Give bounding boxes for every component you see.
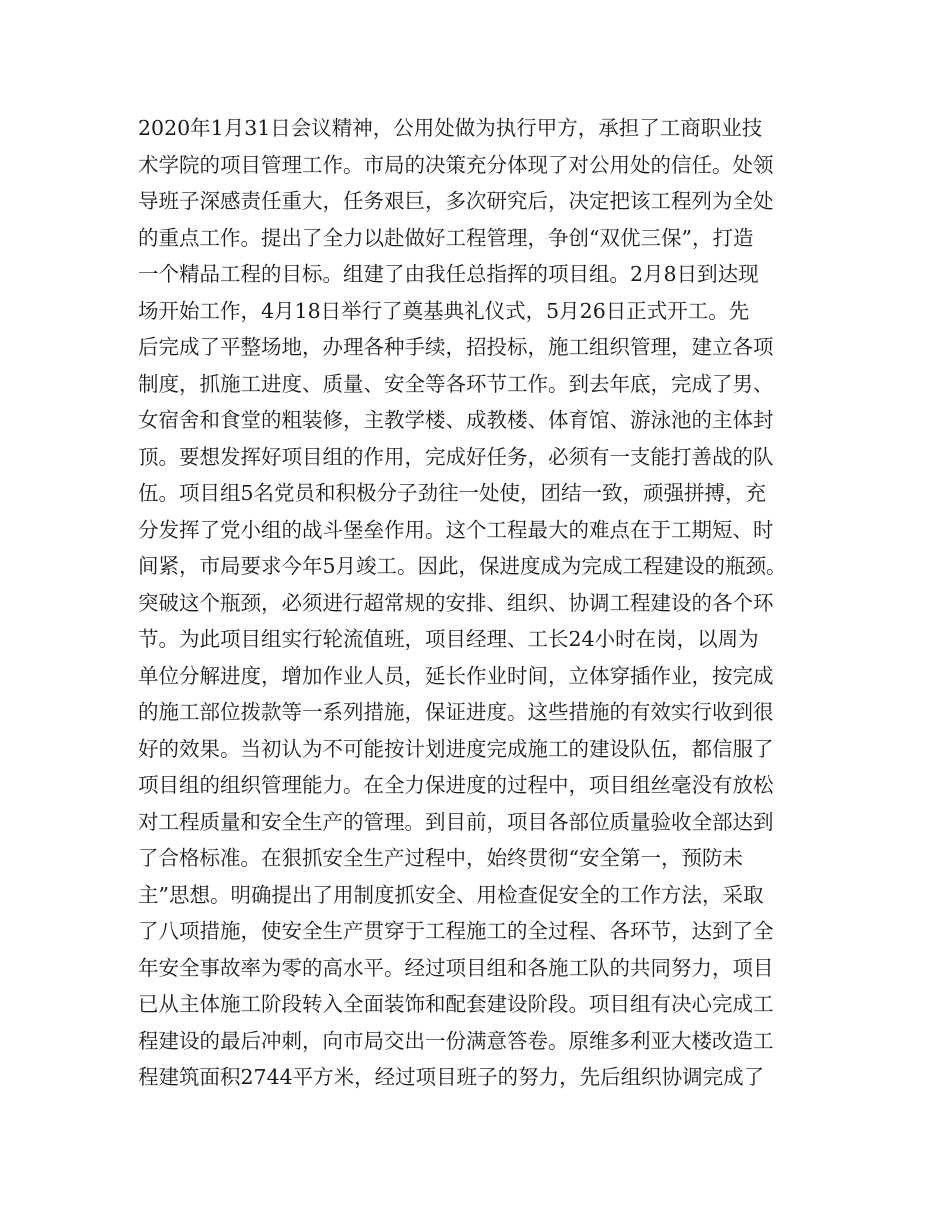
text-line: 的重点工作。提出了全力以赴做好工程管理，争创“双优三保”，打造 — [138, 225, 754, 250]
text-line: 节。为此项目组实行轮流值班，项目经理、工长24小时在岗，以周为 — [138, 627, 759, 651]
body-text — [138, 110, 828, 1096]
text-line: 了合格标准。在狠抓安全生产过程中，始终贯彻“安全第一，预防未 — [138, 846, 743, 870]
text-line: 年安全事故率为零的高水平。经过项目组和各施工队的共同努力，项目 — [138, 955, 774, 980]
text-line: 伍。项目组5名党员和积极分子劲往一处使，团结一致，顽强拼搏，充 — [138, 481, 767, 505]
text-line: 间紧，市局要求今年5月竣工。因此，保进度成为完成工程建设的瓶颈。 — [138, 554, 787, 578]
text-line: 单位分解进度，增加作业人员，延长作业时间，立体穿插作业，按完成 — [138, 663, 774, 688]
text-line: 突破这个瓶颈，必须进行超常规的安排、组织、协调工程建设的各个环 — [138, 590, 774, 615]
text-line: 顶。要想发挥好项目组的作用，完成好任务，必须有一支能打善战的队 — [138, 444, 774, 469]
text-line: 程建设的最后冲刺，向市局交出一份满意答卷。原维多利亚大楼改造工 — [138, 1028, 774, 1053]
text-line: 后完成了平整场地，办理各种手续，招投标，施工组织管理，建立各项 — [138, 335, 774, 359]
text-line: 场开始工作，4月18日举行了奠基典礼仪式，5月26日正式开工。先 — [138, 298, 750, 323]
text-line: 对工程质量和安全生产的管理。到目前，项目各部位质量验收全部达到 — [138, 809, 774, 834]
text-line: 的施工部位拨款等一系列措施，保证进度。这些措施的有效实行收到很 — [138, 700, 774, 724]
text-line: 一个精品工程的目标。组建了由我任总指挥的项目组。2月8日到达现 — [138, 262, 759, 286]
text-line: 项目组的组织管理能力。在全力保进度的过程中，项目组丝毫没有放松 — [138, 773, 774, 797]
text-line: 女宿舍和食堂的粗装修，主教学楼、成教楼、体育馆、游泳池的主体封 — [138, 408, 774, 432]
text-line: 好的效果。当初认为不可能按计划进度完成施工的建设队伍，都信服了 — [138, 736, 774, 761]
text-line: 程建筑面积2744平方米，经过项目班子的努力，先后组织协调完成了 — [138, 1065, 765, 1089]
text-line: 制度，抓施工进度、质量、安全等各环节工作。到去年底，完成了男、 — [138, 371, 774, 396]
text-line: 了八项措施，使安全生产贯穿于工程施工的全过程、各环节，达到了全 — [138, 919, 774, 943]
text-line: 2020年1月31日会议精神，公用处做为执行甲方，承担了工商职业技 — [138, 116, 763, 140]
text-line: 导班子深感责任重大，任务艰巨，多次研究后，决定把该工程列为全处 — [138, 189, 774, 213]
text-line: 已从主体施工阶段转入全面装饰和配套建设阶段。项目组有决心完成工 — [138, 992, 774, 1016]
text-line: 主”思想。明确提出了用制度抓安全、用检查促安全的工作方法，采取 — [138, 882, 764, 907]
text-line: 术学院的项目管理工作。市局的决策充分体现了对公用处的信任。处领 — [138, 152, 774, 177]
text-line: 分发挥了党小组的战斗堡垒作用。这个工程最大的难点在于工期短、时 — [138, 517, 774, 542]
